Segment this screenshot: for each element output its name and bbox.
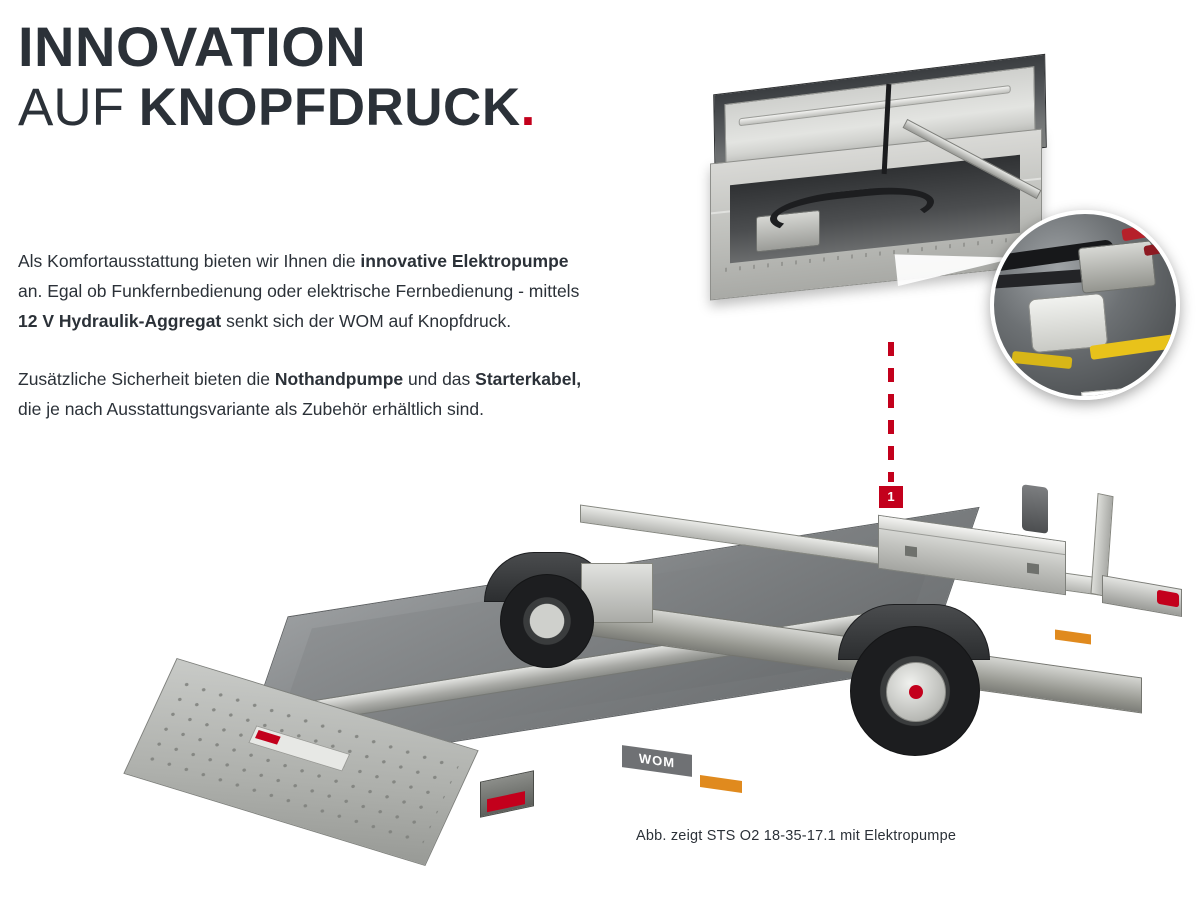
toolbox-latch-left <box>905 546 917 558</box>
rear-light-right-lens <box>487 791 525 812</box>
headline-period: . <box>520 78 536 138</box>
figure-caption: Abb. zeigt STS O2 18-35-17.1 mit Elektropumpe <box>636 828 957 844</box>
headline-line-1: INNOVATION <box>18 15 367 78</box>
p2-bold-a: Nothandpumpe <box>274 369 404 390</box>
rear-wheel <box>850 626 980 756</box>
p1-text-b: an. Egal ob Funkfernbedienung oder elektrische Fernbedienung - mittels <box>18 281 580 302</box>
p2-text-b: und das <box>403 369 476 390</box>
paragraph-1 <box>18 246 593 336</box>
closeup-yellow-cable-2 <box>1012 351 1073 369</box>
detail-closeup-circle <box>990 210 1180 400</box>
body-copy <box>18 246 593 452</box>
wom-badge: WOM <box>622 745 692 777</box>
coupling-head <box>1102 575 1182 617</box>
p2-text-a: Zusätzliche Sicherheit bieten die <box>18 369 275 390</box>
spare-wheel <box>500 574 594 668</box>
p1-text-a: Als Komfortausstattung bieten wir Ihnen die <box>18 251 361 271</box>
headline-line-2-light: AUF <box>18 78 139 138</box>
winch <box>1022 484 1048 534</box>
toolbox-latch-right <box>1027 563 1039 575</box>
closeup-tank-label <box>1081 387 1137 400</box>
callout-marker-1: 1 <box>879 486 903 508</box>
headline-line-2-bold: KNOPFDRUCK <box>138 78 521 138</box>
p2-text-c: die je nach Ausstattungsvariante als Zubehör erhältlich sind. <box>18 399 484 420</box>
p1-bold-a: innovative Elektropumpe <box>360 251 569 271</box>
page-headline <box>18 15 678 138</box>
dashed-connector-line <box>888 342 894 482</box>
hydraulic-hose <box>770 182 934 239</box>
wheel-hub <box>886 662 946 722</box>
headline-line-2 <box>18 78 678 138</box>
p1-text-c: senkt sich der WOM auf Knopfdruck. <box>221 311 512 332</box>
side-marker-orange-2 <box>1055 629 1091 644</box>
rear-light-right <box>480 770 534 817</box>
toolbox-photo <box>700 62 1170 332</box>
coupling-handle <box>1157 590 1179 608</box>
p2-bold-b: Starterkabel, <box>475 369 582 390</box>
side-marker-orange-1 <box>700 775 742 793</box>
closeup-red-cable-1 <box>1121 223 1162 242</box>
p1-bold-b: 12 V Hydraulik-Aggregat <box>18 311 222 332</box>
trailer-photo <box>150 478 1180 878</box>
paragraph-2 <box>18 364 593 424</box>
